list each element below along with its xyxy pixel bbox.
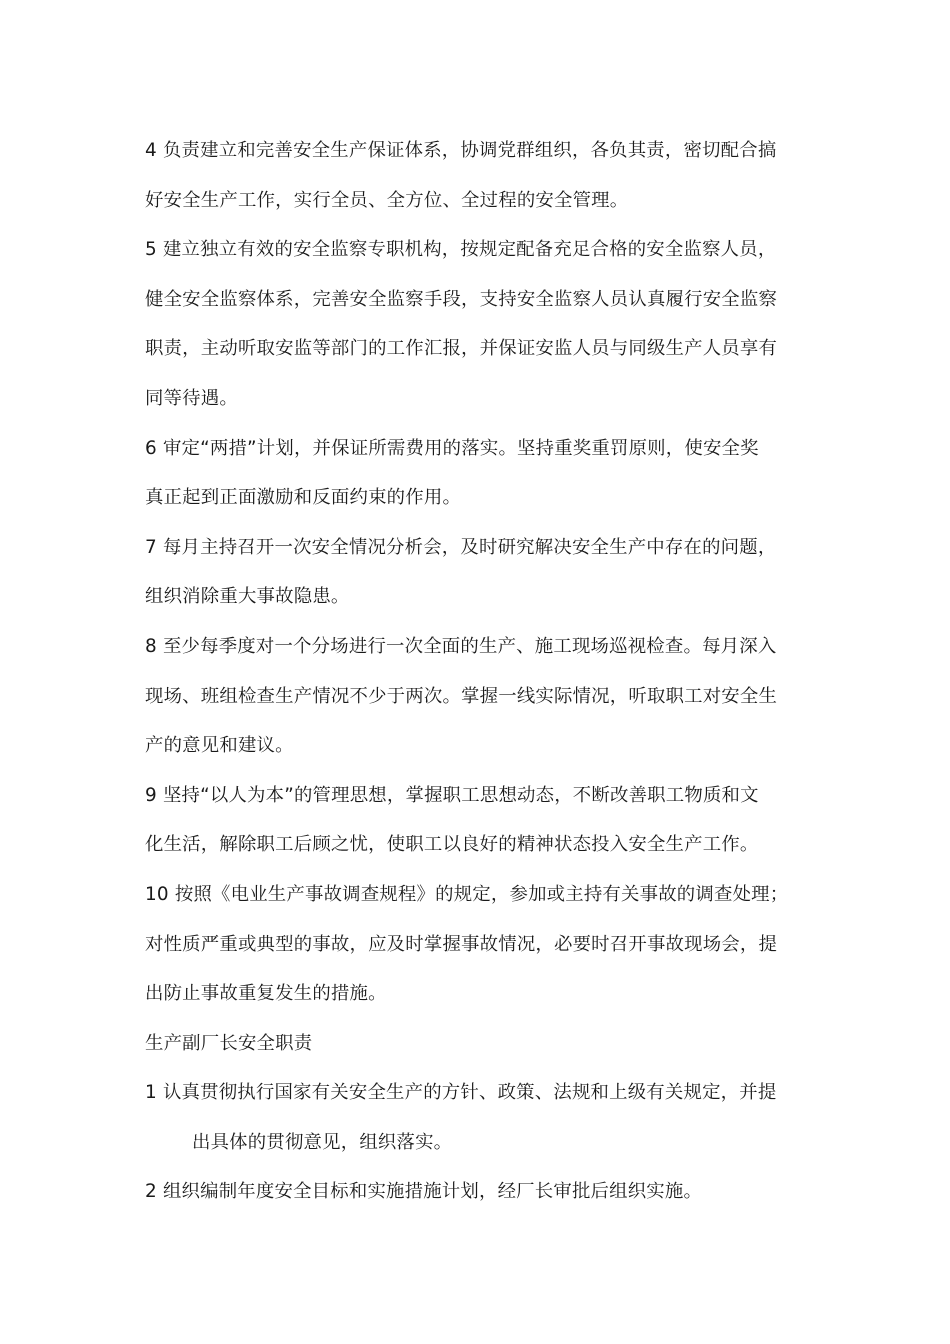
text-line: 5 建立独立有效的安全监察专职机构，按规定配备充足合格的安全监察人员， xyxy=(145,239,777,261)
text-line: 9 坚持“以人为本”的管理思想，掌握职工思想动态，不断改善职工物质和文 xyxy=(145,784,759,806)
text-line: 职责，主动听取安监等部门的工作汇报，并保证安监人员与同级生产人员享有 xyxy=(145,338,778,360)
text-line: 8 至少每季度对一个分场进行一次全面的生产、施工现场巡视检查。每月深入 xyxy=(145,635,777,657)
text-line: 对性质严重或典型的事故，应及时掌握事故情况，必要时召开事故现场会，提 xyxy=(145,933,778,955)
text-line: 现场、班组检查生产情况不少于两次。掌握一线实际情况，听取职工对安全生 xyxy=(145,685,778,707)
text-line: 出具体的贯彻意见，组织落实。 xyxy=(192,1131,453,1153)
document-body xyxy=(145,126,810,1217)
text-line: 2 组织编制年度安全目标和实施措施计划，经厂长审批后组织实施。 xyxy=(145,1181,703,1203)
text-line: 产的意见和建议。 xyxy=(145,735,294,757)
text-line: 同等待遇。 xyxy=(145,387,238,409)
text-line: 健全安全监察体系，完善安全监察手段，支持安全监察人员认真履行安全监察 xyxy=(145,288,778,310)
text-line: 化生活，解除职工后顾之忧，使职工以良好的精神状态投入安全生产工作。 xyxy=(145,834,759,856)
text-line: 1 认真贯彻执行国家有关安全生产的方针、政策、法规和上级有关规定，并提 xyxy=(145,1082,777,1104)
text-line: 7 每月主持召开一次安全情况分析会，及时研究解决安全生产中存在的问题， xyxy=(145,536,777,558)
section-heading: 生产副厂长安全职责 xyxy=(145,1032,313,1054)
text-line: 4 负责建立和完善安全生产保证体系，协调党群组织，各负其责，密切配合搞 xyxy=(145,140,777,161)
text-line: 出防止事故重复发生的措施。 xyxy=(145,983,387,1005)
text-line: 好安全生产工作，实行全员、全方位、全过程的安全管理。 xyxy=(145,189,629,211)
text-line: 6 审定“两措”计划，并保证所需费用的落实。坚持重奖重罚原则，使安全奖 xyxy=(145,437,759,459)
text-line: 10 按照《电业生产事故调查规程》的规定，参加或主持有关事故的调查处理； xyxy=(145,883,789,905)
text-line: 组织消除重大事故隐患。 xyxy=(145,586,350,608)
text-line: 真正起到正面激励和反面约束的作用。 xyxy=(145,487,462,509)
